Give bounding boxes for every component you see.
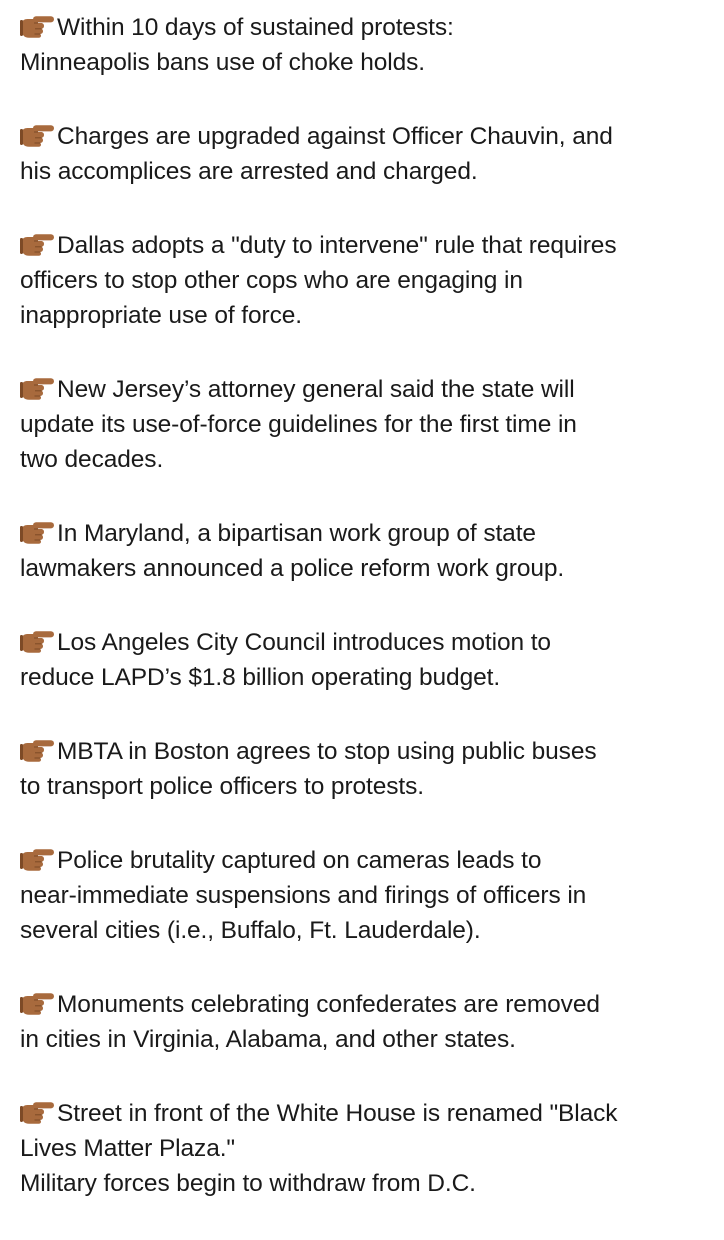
text-line [20, 878, 720, 913]
item-text: Street in front of the White House is renamed "Black [57, 1100, 618, 1127]
item-text: two decades. [20, 446, 164, 473]
item-text: Los Angeles City Council introduces motion to [57, 629, 551, 656]
pointing-hand-icon [20, 738, 56, 762]
pointing-hand-icon [20, 991, 56, 1015]
item-text: Minneapolis bans use of choke holds. [20, 49, 425, 76]
item-text: In Maryland, a bipartisan work group of state [57, 520, 536, 547]
text-line [20, 551, 720, 586]
text-line [20, 1022, 720, 1057]
item-text: New Jersey’s attorney general said the state will [57, 376, 575, 403]
text-line [20, 913, 720, 948]
item-text: near-immediate suspensions and firings of officers in [20, 882, 587, 909]
pointing-hand-icon [20, 1100, 56, 1124]
pointing-hand-icon [20, 520, 56, 544]
text-line [20, 298, 720, 333]
item-text: Military forces begin to withdraw from D.C. [20, 1170, 476, 1197]
text-line [20, 154, 720, 189]
text-line [20, 442, 720, 477]
list-item [20, 119, 720, 189]
item-text: Charges are upgraded against Officer Chauvin, and [57, 123, 613, 150]
item-text: Monuments celebrating confederates are removed [57, 991, 600, 1018]
item-text: Dallas adopts a "duty to intervene" rule that requires [57, 232, 617, 259]
item-text: officers to stop other cops who are engaging in [20, 267, 523, 294]
item-text: reduce LAPD’s $1.8 billion operating budget. [20, 664, 501, 691]
list-item [20, 843, 720, 948]
text-line [20, 45, 720, 80]
list-item [20, 734, 720, 804]
list-item [20, 10, 720, 80]
text-line [20, 1166, 720, 1201]
text-line [20, 516, 720, 551]
list-item [20, 987, 720, 1057]
item-text: Police brutality captured on cameras leads to [57, 847, 542, 874]
item-text: Within 10 days of sustained protests: [57, 14, 454, 41]
text-line [20, 119, 720, 154]
item-text: lawmakers announced a police reform work group. [20, 555, 565, 582]
item-text: his accomplices are arrested and charged. [20, 158, 478, 185]
text-line [20, 263, 720, 298]
text-line [20, 625, 720, 660]
text-line [20, 1096, 720, 1131]
text-line [20, 10, 720, 45]
text-line [20, 660, 720, 695]
list-item [20, 516, 720, 586]
text-line [20, 769, 720, 804]
post-text [20, 10, 720, 1240]
text-line [20, 843, 720, 878]
item-text: MBTA in Boston agrees to stop using public buses [57, 738, 597, 765]
pointing-hand-icon [20, 14, 56, 38]
text-line [20, 1131, 720, 1166]
list-item [20, 372, 720, 477]
item-text: several cities (i.e., Buffalo, Ft. Lauderdale). [20, 917, 481, 944]
item-text: update its use-of-force guidelines for the first time in [20, 411, 577, 438]
pointing-hand-icon [20, 376, 56, 400]
item-text: to transport police officers to protests. [20, 773, 424, 800]
item-text: Lives Matter Plaza." [20, 1135, 236, 1162]
item-text: in cities in Virginia, Alabama, and other states. [20, 1026, 516, 1053]
list-item [20, 228, 720, 333]
list-item [20, 625, 720, 695]
text-line [20, 987, 720, 1022]
text-line [20, 407, 720, 442]
pointing-hand-icon [20, 847, 56, 871]
pointing-hand-icon [20, 629, 56, 653]
pointing-hand-icon [20, 123, 56, 147]
list-item [20, 1096, 720, 1201]
item-text: inappropriate use of force. [20, 302, 302, 329]
text-line [20, 372, 720, 407]
text-line [20, 228, 720, 263]
text-line [20, 734, 720, 769]
pointing-hand-icon [20, 232, 56, 256]
